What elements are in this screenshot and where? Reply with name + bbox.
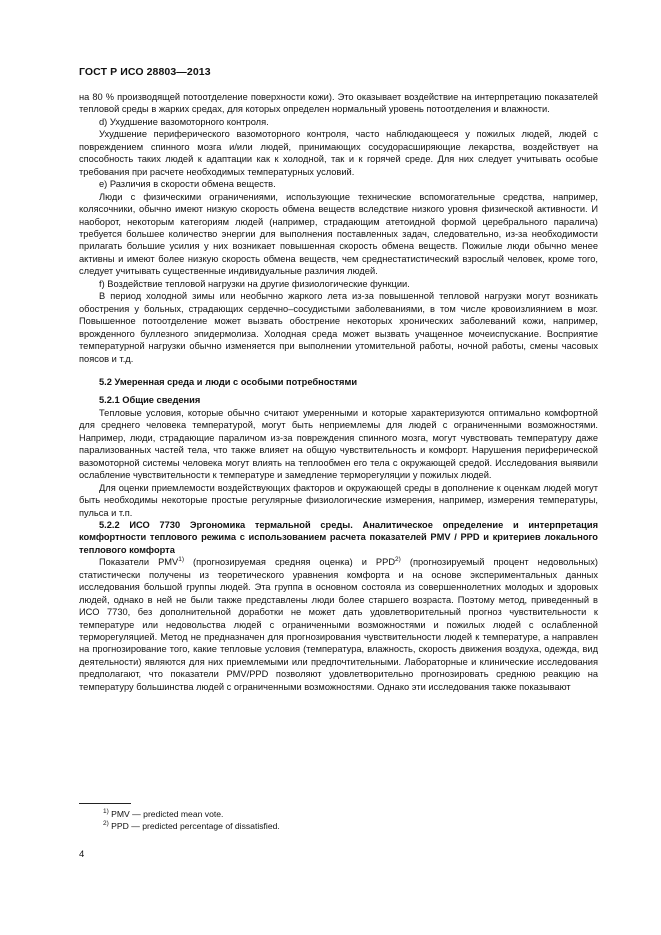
- paragraph: В период холодной зимы или необычно жаркого лета из-за повышенной тепловой нагрузки могут возникать обострения у больных, страдающих сердечно–сосудистыми заболеваниями, в том числе кровоизлиянием в мозг. Повышенное потоотделение может вызвать обострение некоторых хронических заболеваний кожи, например, врожденного буллезного эпидермолиза. Холодная среда может вызвать учащенное мочеиспускание. Восприятие температурной нагрузки обычно изменяется при выполнении утомительной работы, ночной работы, смены часовых поясов и т.д.: [79, 291, 598, 364]
- paragraph: на 80 % производящей потоотделение поверхности кожи). Это оказывает воздействие на интерпретацию показателей тепловой среды в жарких средах, для которых определен нормальный уровень потоотделения и влажности.: [79, 92, 598, 115]
- paragraph: Тепловые условия, которые обычно считают умеренными и которые характеризуются оптимально комфортной для среднего человека температурой, могут быть неприемлемы для людей с ограниченными возможностями. Например, люди, страдающие параличом из-за повреждения спинного мозга, могут чувствовать температуру даже парализованных частей тела, что также влияет на общую чувствительность и комфорт. Нарушения периферической вазомоторной системы человека могут влиять на теплообмен его тела с окружающей средой. Исследования выявили ослабление чувствительности к температуре и замедление терморегуляции у пожилых людей.: [79, 407, 598, 481]
- document-body: [79, 91, 598, 693]
- footnotes: [79, 803, 598, 832]
- section-heading-5-2-2: 5.2.2 ИСО 7730 Эргономика термальной среды. Аналитическое определение и интерпретация комфортности теплового режима с использованием расчета показателей PMV / PPD и критериев локального теплового комфорта: [79, 519, 598, 555]
- footnote-mark: 2): [103, 820, 109, 827]
- footnote-divider: [79, 803, 131, 804]
- section-heading-5-2-1: 5.2.1 Общие сведения: [99, 395, 201, 406]
- text-run: (прогнозируемый процент недовольных) статистически получены из теоретического уравнения комфорта и на основе экспериментальных данных исследования большой группы людей. Эта группа в основном состояла из совершеннолетних молодых и здоровых людей, однако в ней не были также представлены люди более старшего возраста. Поэтому метод, приведенный в ИСО 7730, без дополнительной доработки не может дать удовлетворительный прогноз чувствительности к температуре или недовольства людей с ограниченными возможностями и пожилых людей с ослабленной терморегуляцией. Метод не предназначен для прогнозирования чувствительности людей к температуре, а направлен на прогнозирование того, какие тепловые условия (температура, влажность, скорость движения воздуха, одежда, вид деятельности) являются для них приемлемыми или предпочтительными. Лабораторные и клинические исследования предполагают, что показатели PMV/PPD позволяют удовлетворительно прогнозировать среднюю реакцию на температуру большинства людей с ограниченными возможностями. Однако эти исследования также показывают: [79, 557, 598, 692]
- footnote-2: [79, 820, 598, 832]
- footnote-mark: 1): [103, 808, 109, 815]
- paragraph: [79, 556, 598, 693]
- text-run: Показатели PMV: [99, 557, 179, 568]
- paragraph: Для оценки приемлемости воздействующих факторов и окружающей среды в дополнение к оценкам людей могут быть необходимы некоторые простые регулярные физиологические измерения, например, измерения температуры, пульса и т.п.: [79, 482, 598, 518]
- footnote-1: [79, 808, 598, 820]
- list-item-d: d) Ухудшение вазомоторного контроля.: [99, 116, 269, 127]
- paragraph: Ухудшение периферического вазомоторного контроля, часто наблюдающееся у пожилых людей, людей с повреждением спинного мозга и/или людей, принимающих сосудорасширяющие лекарства, воздействует на способность таких людей к адаптации как к холодной, так и к горячей среде. Для них следует учитывать особые требования при расчете необходимых температурных условий.: [79, 129, 598, 177]
- list-item-e: e) Различия в скорости обмена веществ.: [99, 179, 276, 190]
- page-number: 4: [79, 849, 85, 860]
- text-run: (прогнозируемая средняя оценка) и PPD: [184, 557, 396, 568]
- paragraph: Люди с физическими ограничениями, использующие технические вспомогательные средства, например, колясочники, обычно имеют низкую скорость обмена веществ вследствие низкого уровня физической активности. И наоборот, некоторым категориям людей (например, страдающим атетоидной формой церебрального паралича) требуется большее количество энергии для выполнения поставленных задач, следовательно, из-за необходимости прилагать большие усилия у них возникает повышенная скорость обмена веществ. Пожилые люди обычно менее активны и имеют более низкую скорость обмена веществ, чем среднестатистический взрослый человек, кроме того, следует учитывать существенные индивидуальные различия людей.: [79, 191, 598, 277]
- footnote-text: PMV — predicted mean vote.: [108, 809, 224, 819]
- footnote-text: PPD — predicted percentage of dissatisfied.: [108, 821, 280, 831]
- footnote-ref-2: 2): [395, 556, 401, 564]
- list-item-f: f) Воздействие тепловой нагрузки на другие физиологические функции.: [99, 278, 410, 289]
- document-header: ГОСТ Р ИСО 28803—2013: [79, 66, 211, 78]
- footnote-ref-1: 1): [178, 556, 185, 564]
- section-heading-5-2: 5.2 Умеренная среда и люди с особыми потребностями: [99, 376, 358, 387]
